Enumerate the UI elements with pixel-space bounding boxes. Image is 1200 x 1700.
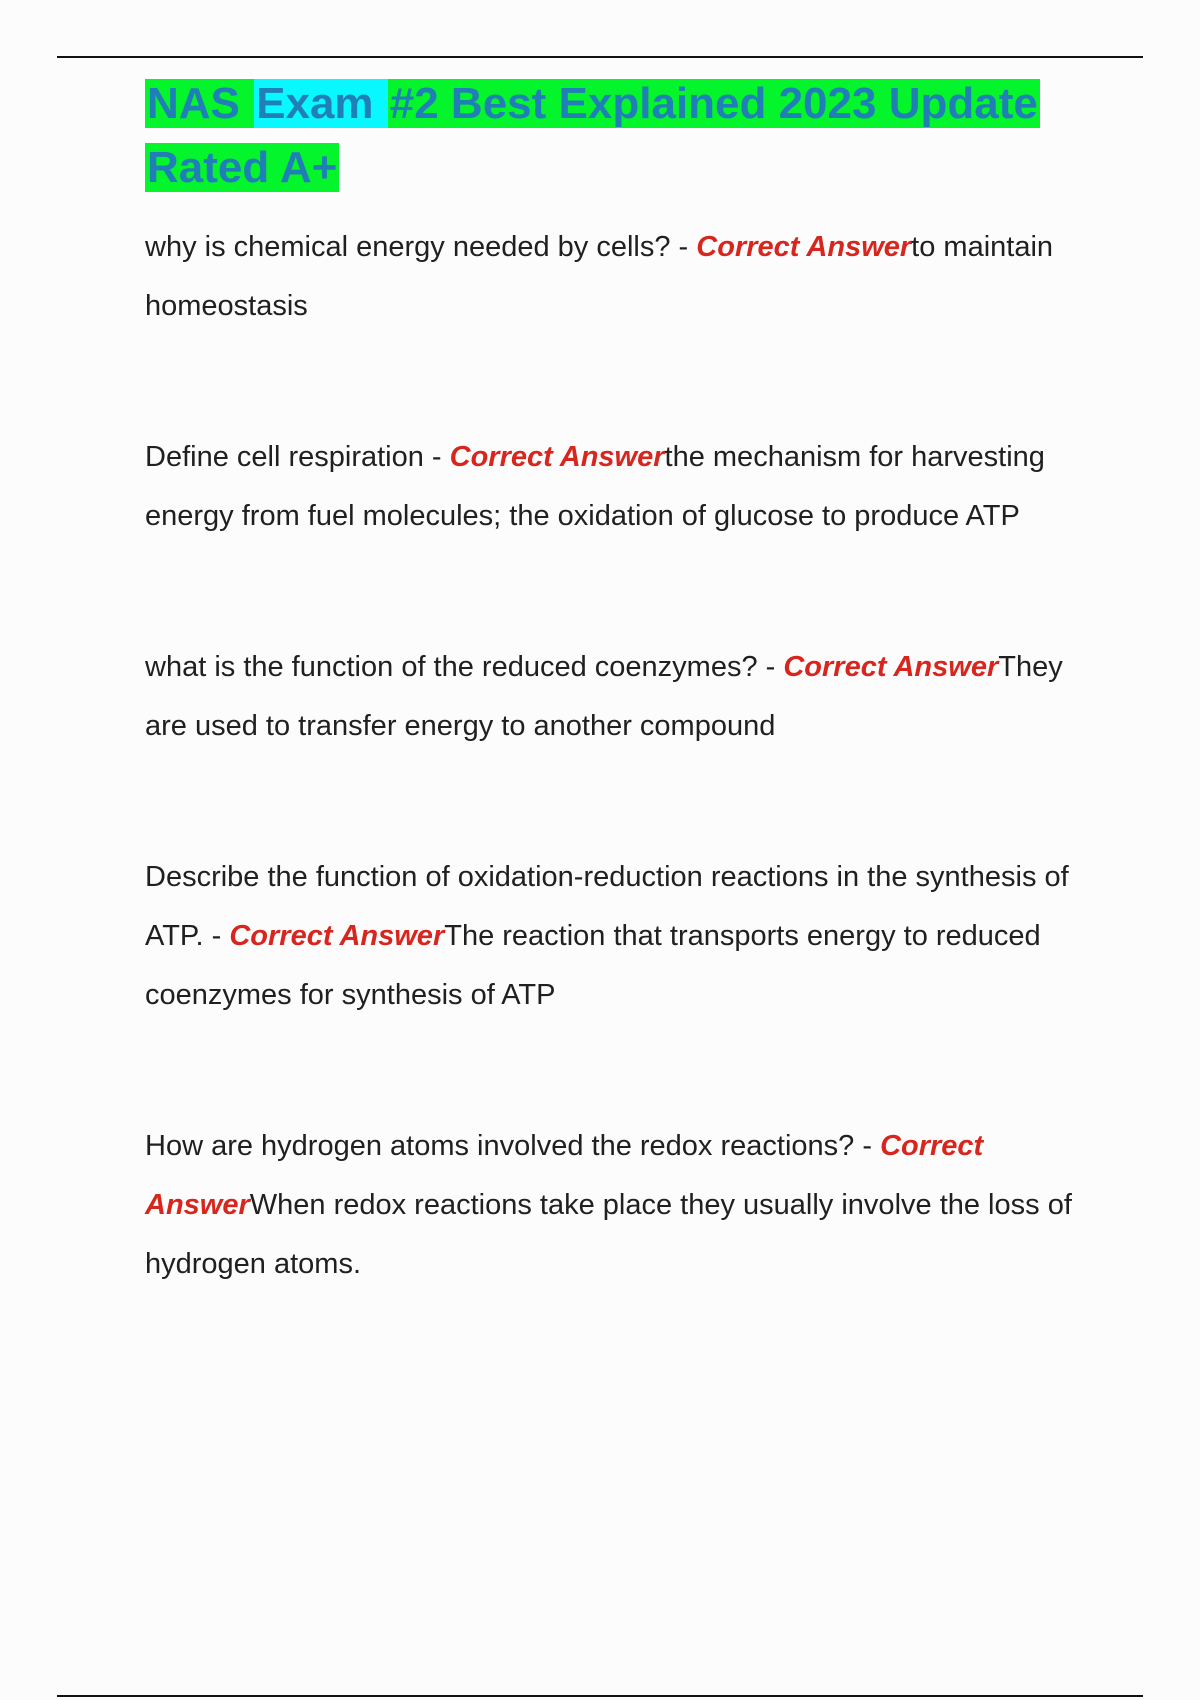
answer-text: The reaction that transports energy to reduced coenzymes for synthesis of ATP (145, 920, 1041, 1011)
document-body (145, 72, 1085, 1294)
title-part-1: NAS (147, 79, 253, 128)
answer-text: the mechanism for harvesting energy from fuel molecules; the oxidation of glucose to produce ATP (145, 441, 1045, 532)
top-divider (57, 56, 1143, 58)
question-text: Describe the function of oxidation-reduction reactions in the synthesis of ATP. - (145, 861, 1069, 952)
title-part-3: #2 Best Explained 2023 Update (389, 79, 1038, 128)
answer-text: They are used to transfer energy to another compound (145, 651, 1063, 742)
qa-item-2 (145, 428, 1085, 546)
title-part-4: Rated A+ (147, 143, 338, 192)
qa-item-4 (145, 848, 1085, 1025)
question-text: what is the function of the reduced coenzymes? - (145, 651, 784, 683)
question-text: Define cell respiration - (145, 441, 450, 473)
answer-text: to maintain homeostasis (145, 231, 1054, 322)
qa-item-1 (145, 218, 1085, 336)
question-text: why is chemical energy needed by cells? - (145, 231, 697, 263)
title-part-2: Exam (256, 79, 386, 128)
correct-answer-label: Correct Answer (783, 651, 999, 683)
correct-answer-label: Correct Answer (696, 231, 912, 263)
qa-item-5 (145, 1117, 1085, 1294)
bottom-divider (57, 1695, 1143, 1697)
question-text: How are hydrogen atoms involved the redox reactions? - (145, 1130, 881, 1162)
document-title (145, 72, 1085, 200)
correct-answer-label: Correct Answer (145, 1130, 984, 1221)
correct-answer-label: Correct Answer (449, 441, 665, 473)
answer-text: When redox reactions take place they usually involve the loss of hydrogen atoms. (145, 1189, 1072, 1280)
qa-item-3 (145, 638, 1085, 756)
correct-answer-label: Correct Answer (229, 920, 445, 952)
